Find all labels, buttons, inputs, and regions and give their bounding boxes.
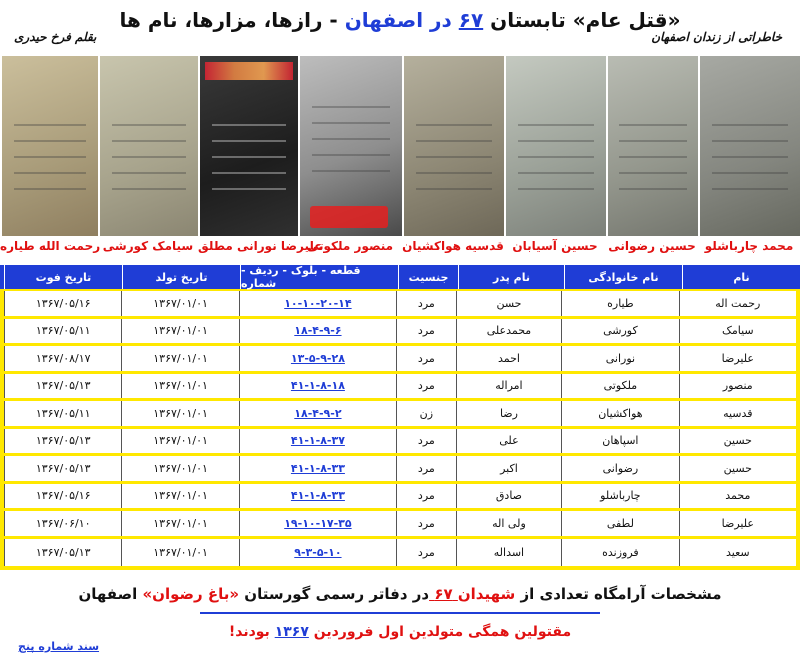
cell-birth: ۱۳۶۷/۰۱/۰۱ — [121, 429, 238, 454]
title-middle: تابستان — [483, 8, 573, 32]
table-header — [0, 265, 800, 291]
header-death: تاریخ فوت — [4, 265, 122, 289]
cell-birth: ۱۳۶۷/۰۱/۰۱ — [121, 291, 238, 316]
cell-family: چارباشلو — [561, 484, 678, 509]
burial-records-table — [0, 265, 800, 570]
cell-family: کورشی — [561, 319, 678, 344]
cell-name: علیرضا — [679, 511, 796, 536]
photo-captions — [0, 236, 800, 260]
cell-birth: ۱۳۶۷/۰۱/۰۱ — [121, 319, 238, 344]
cell-name: سعید — [679, 539, 796, 567]
cell-gender: مرد — [396, 346, 456, 371]
photo-caption: قدسیه هواکشیان — [402, 239, 504, 253]
photo-caption: محمد چارباشلو — [704, 239, 794, 253]
cell-gender: مرد — [396, 374, 456, 399]
document-label: سند شماره پنج — [18, 640, 100, 653]
cell-birth: ۱۳۶۷/۰۱/۰۱ — [121, 374, 238, 399]
cell-birth: ۱۳۶۷/۰۱/۰۱ — [121, 346, 238, 371]
cell-birth: ۱۳۶۷/۰۱/۰۱ — [121, 456, 238, 481]
table-row — [4, 291, 796, 319]
footer-text: مشخصات آرامگاه تعدادی از — [515, 585, 722, 603]
cell-name: سیامک — [679, 319, 796, 344]
footer-highlight: شهیدان — [457, 585, 516, 603]
table-row — [4, 346, 796, 374]
cell-death: ۱۳۶۷/۰۵/۱۳ — [4, 429, 121, 454]
cell-family: لطفی — [561, 511, 678, 536]
table-body — [0, 291, 800, 570]
cell-name: محمد — [679, 484, 796, 509]
photo-caption: منصور ملکوتی — [306, 239, 394, 253]
cell-plot[interactable]: ۴۱-۱-۸-۳۳ — [239, 484, 396, 509]
cell-family: ملکوتی — [561, 374, 678, 399]
cell-gender: مرد — [396, 456, 456, 481]
source-note: خاطراتی از زندان اصفهان — [651, 30, 782, 44]
gravestone-photo — [98, 56, 198, 236]
cell-gender: مرد — [396, 291, 456, 316]
table-row — [4, 429, 796, 457]
title-city: در اصفهان — [344, 8, 459, 32]
footer-number: ۶۷ — [429, 585, 458, 603]
cell-father: احمد — [456, 346, 561, 371]
cell-plot[interactable]: ۱۸-۴-۹-۶ — [239, 319, 396, 344]
table-row — [4, 319, 796, 347]
cell-birth: ۱۳۶۷/۰۱/۰۱ — [121, 539, 238, 567]
header-birth: تاریخ تولد — [122, 265, 240, 289]
cell-plot[interactable]: ۱۳-۵-۹-۲۸ — [239, 346, 396, 371]
title-number: ۶۷ — [458, 8, 484, 32]
cell-death: ۱۳۶۷/۰۸/۱۷ — [4, 346, 121, 371]
gravestone-photo — [298, 56, 402, 236]
cell-death: ۱۳۶۷/۰۵/۱۳ — [4, 456, 121, 481]
cell-family: اسپاهان — [561, 429, 678, 454]
photo-caption: سیامک کورشی — [102, 239, 194, 253]
page-header — [0, 0, 800, 56]
cell-name: قدسیه — [679, 401, 796, 426]
cell-name: منصور — [679, 374, 796, 399]
footer-note-year: ۱۳۶۷ — [274, 624, 309, 640]
divider — [200, 612, 600, 614]
cell-name: حسین — [679, 429, 796, 454]
cell-family: رضوانی — [561, 456, 678, 481]
header-gender: جنسیت — [398, 265, 458, 289]
photo-caption: حسین رضوانی — [608, 239, 696, 253]
cell-plot[interactable]: ۱۹-۱۰-۱۷-۳۵ — [239, 511, 396, 536]
table-row — [4, 484, 796, 512]
author-note: بقلم فرخ حیدری — [14, 30, 97, 44]
cemetery-name: «باغ رضوان» — [142, 585, 240, 603]
cell-death: ۱۳۶۷/۰۵/۱۱ — [4, 401, 121, 426]
cell-gender: مرد — [396, 511, 456, 536]
header-name: نام — [682, 265, 800, 289]
footer-note — [0, 624, 800, 640]
gravestone-photo — [606, 56, 698, 236]
cell-plot[interactable]: ۹-۳-۵-۱۰ — [239, 539, 396, 567]
cell-father: علی — [456, 429, 561, 454]
cell-plot[interactable]: ۱۸-۴-۹-۲ — [239, 401, 396, 426]
title-suffix: - رازها، مزارها، نام ها — [119, 8, 345, 32]
cell-father: صادق — [456, 484, 561, 509]
cell-name: رحمت اله — [679, 291, 796, 316]
cell-gender: مرد — [396, 484, 456, 509]
header-plot: قطعه - بلوک - ردیف - شماره — [240, 265, 398, 289]
table-row — [4, 539, 796, 567]
table-row — [4, 456, 796, 484]
cell-father: محمدعلی — [456, 319, 561, 344]
gravestone-photo — [0, 56, 98, 236]
cell-birth: ۱۳۶۷/۰۱/۰۱ — [121, 484, 238, 509]
page-title — [0, 8, 800, 32]
table-row — [4, 374, 796, 402]
cell-father: امراله — [456, 374, 561, 399]
cell-name: علیرضا — [679, 346, 796, 371]
cell-family: طیاره — [561, 291, 678, 316]
gravestone-photo — [698, 56, 800, 236]
cell-gender: زن — [396, 401, 456, 426]
cell-death: ۱۳۶۷/۰۵/۱۱ — [4, 319, 121, 344]
gravestone-photo — [402, 56, 504, 236]
header-father: نام پدر — [458, 265, 564, 289]
cell-family: هواکشیان — [561, 401, 678, 426]
cell-gender: مرد — [396, 539, 456, 567]
cell-father: اسداله — [456, 539, 561, 567]
cell-plot[interactable]: ۴۱-۱-۸-۳۷ — [239, 429, 396, 454]
footer-note-text: بودند! — [228, 624, 275, 640]
cell-plot[interactable]: ۴۱-۱-۸-۳۳ — [239, 456, 396, 481]
footer-text: در دفاتر رسمی گورستان — [239, 585, 430, 603]
table-row — [4, 401, 796, 429]
photo-caption: علیرضا نورانی مطلق — [198, 239, 323, 253]
cell-death: ۱۳۶۷/۰۵/۱۶ — [4, 484, 121, 509]
footer-note-text: مقتولین همگی متولدین اول فروردین — [308, 624, 572, 640]
cell-death: ۱۳۶۷/۰۵/۱۳ — [4, 374, 121, 399]
photo-caption: رحمت الله طیاره — [0, 239, 101, 253]
header-family: نام خانوادگی — [564, 265, 682, 289]
title-prefix: «قتل عام» — [572, 8, 681, 32]
gravestone-photos — [0, 56, 800, 236]
cell-gender: مرد — [396, 429, 456, 454]
cell-birth: ۱۳۶۷/۰۱/۰۱ — [121, 401, 238, 426]
cell-family: فروزنده — [561, 539, 678, 567]
cell-plot[interactable]: ۴۱-۱-۸-۱۸ — [239, 374, 396, 399]
cell-birth: ۱۳۶۷/۰۱/۰۱ — [121, 511, 238, 536]
cell-plot[interactable]: ۱۰-۱۰-۲۰-۱۴ — [239, 291, 396, 316]
cell-death: ۱۳۶۷/۰۶/۱۰ — [4, 511, 121, 536]
cell-family: نورانی — [561, 346, 678, 371]
cell-death: ۱۳۶۷/۰۵/۱۶ — [4, 291, 121, 316]
gravestone-photo — [504, 56, 606, 236]
cell-father: رضا — [456, 401, 561, 426]
cell-father: ولی اله — [456, 511, 561, 536]
cell-father: حسن — [456, 291, 561, 316]
cell-gender: مرد — [396, 319, 456, 344]
table-row — [4, 511, 796, 539]
footer-text: اصفهان — [78, 585, 143, 603]
cell-name: حسین — [679, 456, 796, 481]
cell-father: اکبر — [456, 456, 561, 481]
cell-death: ۱۳۶۷/۰۵/۱۳ — [4, 539, 121, 567]
footer-caption — [0, 585, 800, 603]
gravestone-photo — [198, 56, 298, 236]
photo-caption: حسین آسیابان — [512, 239, 598, 253]
